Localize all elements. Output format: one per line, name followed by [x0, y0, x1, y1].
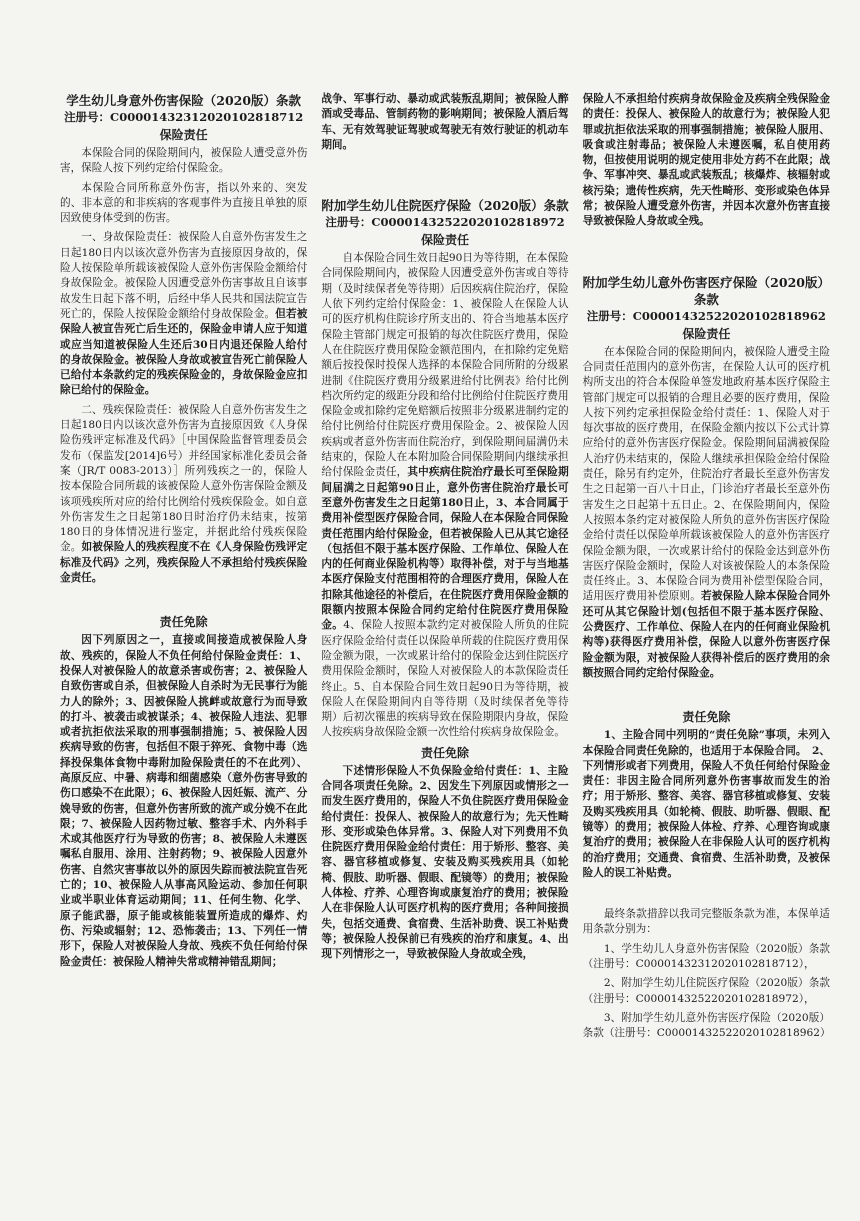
paragraph-final-note: 最终条款措辞以我司完整版条款为准，本保单适用条款分别为： [582, 908, 830, 936]
paragraph-exclusions: 因下列原因之一，直接或间接造成被保险人身故、残疾的，保险人不负任何给付保险金责任：1、投保人对被保险人的故意杀害或伤害；2、被保险人自致伤害或自杀，但被保险人自杀时为无民事行为能力人的除外；3、因被保险人挑衅或故意行为而导致的打斗、被袭击或被谋杀；4、被保险人违法、犯罪或者抗拒依法采取的刑事强制措施；5、被保险人因疾病导致的伤害，包括但不限于猝死、食物中毒（选择投保集体食物中毒附加险保险责任的不在此列）、高原反应、中暑、病毒和细菌感染（意外伤害导致的伤口感染不在此限）；6、被保险人因妊娠、流产、分娩导致的伤害，但意外伤害所致的流产或分娩不在此限；7、被保险人因药物过敏、整容手术、内外科手术或其他医疗行为导致的伤害；8、被保险人未遵医嘱私自服用、涂用、注射药物；9、被保险人因意外伤害、自然灾害事故以外的原因失踪而被法院宣告死亡的；10、被保险人从事高风险运动、参加任何职业或半职业体育运动期间；11、任何生物、化学、原子能武器，原子能或核能装置所造成的爆炸、灼伤、污染或辐射；12、恐怖袭击；13、下列任一情形下，保险人对被保险人身故、残疾不负任何给付保险金责任：被保险人精神失常或精神错乱期间； [60, 634, 308, 968]
paragraph-bold-text: 若被保险人除本保险合同外还可从其它保险计划(包括但不限于基本医疗保险、公费医疗、工作单位、保险人在内的任何商业保险机构等)获得医疗费用补偿，保险人以意外伤害医疗保险金额为限，对被保险人获得补偿后的医疗费用的余额按照合同约定给付保险金。 [582, 590, 830, 679]
column-3 [583, 92, 830, 1191]
spacer [60, 590, 307, 612]
paragraph: 本保险合同所称意外伤害，指以外来的、突发的、非本意的和非疾病的客观事件为直接且单独的原因致使身体受到的伤害。 [60, 181, 308, 225]
section-heading-liability: 保险责任 [159, 128, 208, 142]
paragraph-continued: 战争、军事行动、暴动或武装叛乱期间；被保险人醉酒或受毒品、管制药物的影响期间；被保险人酒后驾车、无有效驾驶证驾驶或驾驶无有效行驶证的机动车期间。 [321, 93, 569, 151]
paragraph-bold-text: 但若被保险人被宣告死亡后生还的，保险金申请人应于知道或应当知道被保险人生还后30日内退还保险人给付的身故保险金。被保险人身故或被宣告死亡前保险人已给付本条款约定的残疾保险金的，身故保险金应扣除已给付的保险金。 [60, 307, 308, 397]
spacer [583, 234, 830, 274]
column-1 [60, 92, 307, 1191]
section-heading-liability: 保险责任 [420, 233, 469, 248]
paragraph-bold-text: 如被保险人的残疾程度不在《人身保险伤残评定标准及代码》之列，残疾保险人不承担给付残疾保险金责任。 [60, 541, 308, 585]
paragraph-disability-liability [60, 403, 307, 587]
clause-list-item: 3、附加学生幼儿意外伤害医疗保险（2020版）条款（注册号：C00001432522020102818962） [582, 1011, 831, 1040]
clause-list-item: 2、附加学生幼儿住院医疗保险（2020版）条款（注册号：C00001432522020102818972）， [582, 977, 830, 1005]
registration-number: 注册号：C00001432522020102818972 [325, 215, 565, 230]
paragraph-text: 4、保险人按照本款约定对被保险人所负的住院医疗保险金给付责任以保险单所载的住院医疗费用保险金额为限，一次或累计给付的保险金达到住院医疗费用保险金额时，保险人对被保险人的本款保险责任终止。5、自本保险合同生效日起90日为等待期，被保险人在保险期间内自等待期（及时续保者免等待期）后初次罹患的疾病导致在保险期限内身故，保险人按疾病身故保险金额一次性给付疾病身故保险金。 [321, 619, 569, 739]
section-heading-exclusions: 责任免除 [682, 710, 731, 725]
paragraph-text: 在本保险合同的保险期间内，被保险人遭受主险合同责任范围内的意外伤害，在保险人认可的医疗机构所支出的符合本保险单签发地政府基本医疗保险主管部门规定可以报销的合理且必要的医疗费用，保险人按下列约定承担保险金给付责任：1、保险人对于每次事故的医疗费用，在保险金额内按以下公式计算应给付的意外伤害医疗保险金。保险期间届满被保险人治疗仍未结束的，保险人继续承担保险金给付保险责任，除另有约定外，住院治疗者最长至意外伤害发生之日起第一百八十日止，门诊治疗者最长至意外伤害发生之日起第十五日止。2、在保险期间内，保险人按照本条约定对被保险人所负的意外伤害医疗保险金给付责任以保险单所载该被保险人的意外伤害医疗保险金额为限，一次或累计给付的保险金达到意外伤害医疗保险金额时，保险人对该被保险人的本条保险责任终止。3、本保险合同为费用补偿型保险合同，适用医疗费用补偿原则。 [582, 345, 830, 603]
paragraph-continued: 保险人不承担给付疾病身故保险金及疾病全残保险金的责任：投保人、被保险人的故意行为；被保险人犯罪或抗拒依法采取的刑事强制措施；被保险人服用、吸食或注射毒品；被保险人未遵医嘱，私自使用药物，但按使用说明的规定使用非处方药不在此限；战争、军事冲突、暴乱或武装叛乱；核爆炸、核辐射或核污染；遗传性疾病，先天性畸形、变形或染色体异常；被保险人遭受意外伤害，并因本次意外伤害直接导致被保险人身故或全残。 [582, 93, 830, 228]
spacer [583, 885, 830, 907]
clause-title-accident: 学生幼儿身意外伤害保险（2020版）条款 [66, 93, 302, 108]
paragraph-text: 一、身故保险责任：被保险人自意外伤害发生之日起180日内以该次意外伤害为直接原因身故的，保险人按保险单所载该被保险人意外伤害保险金额给付身故保险金。被保险人因遭受意外伤害事故且自该事故发生日起下落不明，后经中华人民共和国法院宣告死亡的，保险人按保险金额给付身故保险金。 [60, 231, 308, 320]
spacer [583, 685, 830, 707]
clause-title-medical: 附加学生幼儿意外伤害医疗保险（2020版）条款 [582, 274, 830, 307]
section-heading-exclusions: 责任免除 [159, 615, 208, 630]
registration-number: 注册号：C00001432522020102818962 [586, 308, 826, 323]
paragraph-exclusions: 下述情形保险人不负保险金给付责任：1、主险合同各项责任免除。2、因发生下列原因或情形之一而发生医疗费用的，保险人不负住院医疗费用保险金给付责任：投保人、被保险人的故意行为；先天性畸形、变形或染色体异常。3、保险人对下列费用不负住院医疗费用保险金给付责任：用于矫形、整容、美容、器官移植或修复、安装及购买残疾用具（如轮椅、假肢、助听器、假眼、配镜等）的费用；被保险人体检、疗养、心理咨询或康复治疗的费用；被保险人在非保险人认可医疗机构的医疗费用；各种间接损失，包括交通费、食宿费、生活补助费、误工补贴费等；被保险人投保前已有残疾的治疗和康复。4、出现下列情形之一，导致被保险人身故或全残， [321, 764, 569, 961]
spacer [321, 157, 568, 197]
paragraph: 本保险合同的保险期间内，被保险人遭受意外伤害，保险人按下列约定给付保险金。 [60, 147, 308, 175]
paragraph-bold-text: 其中疾病住院治疗最长可至保险期间届满之日起第90日止，意外伤害住院治疗最长可至意外伤害发生之日起第180日止，3、本合同属于费用补偿型医疗保险合同，保险人在本保险合同保险责任范围内给付保险金，但若被保险人已从其它途径（包括但不限于基本医疗保险、工作单位、保险人在内的任何商业保险机构等）取得补偿，对于与当地基本医疗保险支付范围相符的合理医疗费用，保险人在扣除其他途径的补偿后，在住院医疗费用保险金额的限额内按照本保险合同约定给付住院医疗费用保险金。 [321, 466, 569, 632]
paragraph-medical-liability [583, 345, 830, 682]
paragraph-text: 自本保险合同生效日起90日为等待期，在本保险合同保险期间内，被保险人因遭受意外伤害或自等待期（及时续保者免等待期）后因疾病住院治疗，保险人依下列约定给付保险金：1、被保险人在保险人认可的医疗机构住院诊疗所支出的、符合当地基本医疗保险主管部门规定可报销的每次住院医疗费用，保险人在住院医疗费用保险金额范围内，在扣除约定免赔额后按投保时投保人选择的本保险合同所附的分级累进制《住院医疗费用分级累进给付比例表》给付比例档次所约定的级距分段和给付比例给付住院医疗费用保险金或扣除约定免赔额后按照非分级累进制约定的给付比例给付住院医疗费用保险金。2、被保险人因疾病或者意外伤害而住院治疗，到保险期间届满仍未结束的，保险人在本附加险合同保险期间内继续承担给付保险金责任， [321, 252, 569, 479]
registration-number: 注册号：C00001432312020102818712 [64, 110, 304, 124]
column-2 [321, 92, 568, 1191]
clause-list-item: 1、学生幼儿人身意外伤害保险（2020版）条款（注册号：C00001432312020102818712）， [582, 942, 830, 971]
paragraph-death-liability [60, 230, 307, 398]
section-heading-liability: 保险责任 [682, 326, 731, 341]
clause-title-hospital: 附加学生幼儿住院医疗保险（2020版）条款 [321, 198, 569, 214]
paragraph-exclusions: 1、主险合同中列明的“责任免除”事项，未列入本保险合同责任免除的，也适用于本保险合同。 2、下列情形或者下列费用，保险人不负任何给付保险金责任：非因主险合同所列意外伤害事故而发生的治疗；用于矫形、整容、美容、器官移植或修复、安装及购买残疾用具（如轮椅、假肢、助听器、假眼、配镜等）的费用；被保险人体检、疗养、心理咨询或康复治疗的费用；被保险人在非保险人认可的医疗机构的治疗费用；交通费、食宿费、生活补助费，及被保险人的误工补贴费。 [582, 729, 830, 879]
section-heading-exclusions: 责任免除 [420, 745, 469, 760]
paragraph-text: 二、残疾保险责任：被保险人自意外伤害发生之日起180日内以该次意外伤害为直接原因致《人身保险伤残评定标准及代码》［中国保险监督管理委员会发布（保监发[2014]6号）并经国家标准化委员会备案（JR/T 0083-2013）］所列残疾之一的，保险人按本保险合同所载的该被保险人意外伤害保险金额及该项残疾所对应的给付比例给付残疾保险金。如自意外伤害发生之日起第180日时治疗仍未结束，按第180日的身体情况进行鉴定，并据此给付残疾保险金。 [60, 403, 308, 554]
paragraph-hospital-liability [321, 251, 568, 741]
